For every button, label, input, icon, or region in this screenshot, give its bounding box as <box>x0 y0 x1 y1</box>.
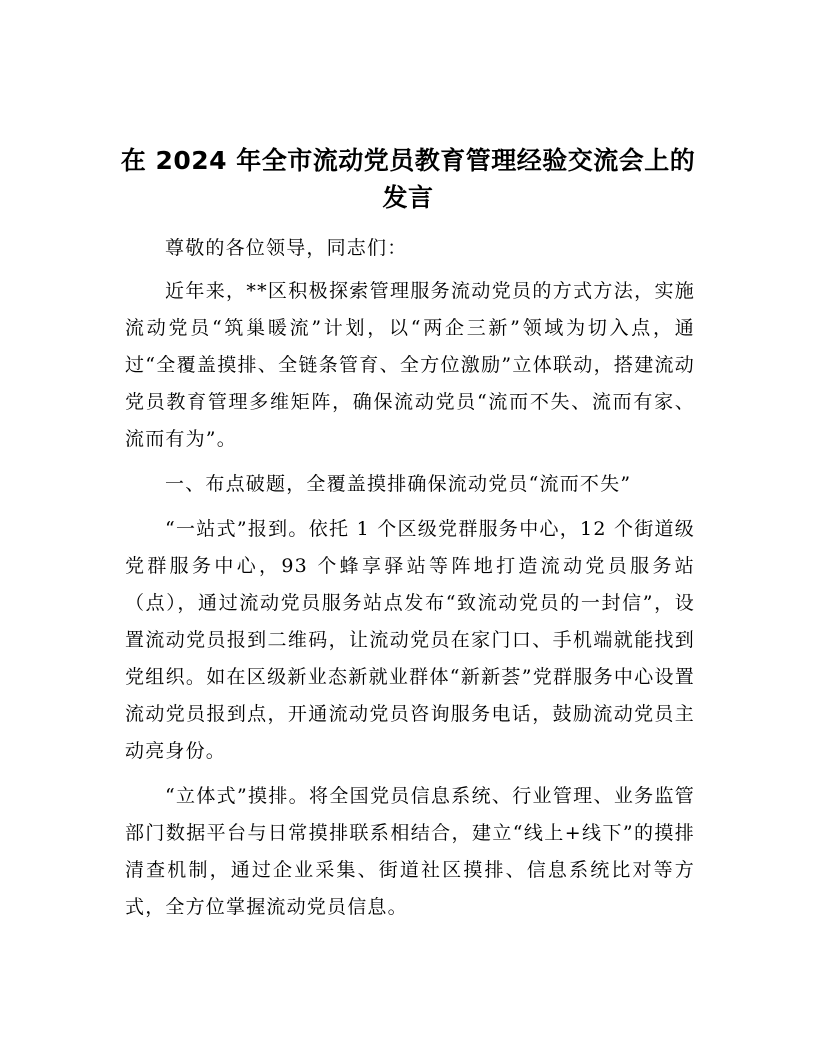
document-body <box>125 230 695 934</box>
document-title: 在 2024 年全市流动党员教育管理经验交流会上的发言 <box>120 146 696 212</box>
body-paragraph: “立体式”摸排。将全国党员信息系统、行业管理、业务监管部门数据平台与日常摸排联系相结合，建立“线上+线下”的摸排清查机制，通过企业采集、街道社区摸排、信息系统比对等方式，全方位掌握流动党员信息。 <box>125 785 695 918</box>
greeting-paragraph: 尊敬的各位领导，同志们： <box>165 237 408 259</box>
intro-paragraph: 近年来，**区积极探索管理服务流动党员的方式方法，实施流动党员“筑巢暖流”计划，以“两企三新”领域为切入点，通过“全覆盖摸排、全链条管育、全方位激励”立体联动，搭建流动党员教育管理多维矩阵，确保流动党员“流而不失、流而有家、流而有为”。 <box>125 280 695 450</box>
section-heading-1: 一、布点破题，全覆盖摸排确保流动党员“流而不失” <box>165 473 632 495</box>
body-paragraph: “一站式”报到。依托 1 个区级党群服务中心，12 个街道级党群服务中心，93 个蜂享驿站等阵地打造流动党员服务站（点），通过流动党员服务站点发布“致流动党员的一封信”，设置流动党员报到二维码，让流动党员在家门口、手机端就能找到党组织。如在区级新业态新就业群体“新新荟”党群服务中心设置流动党员报到点，开通流动党员咨询服务电话，鼓励流动党员主动亮身份。 <box>125 518 695 762</box>
